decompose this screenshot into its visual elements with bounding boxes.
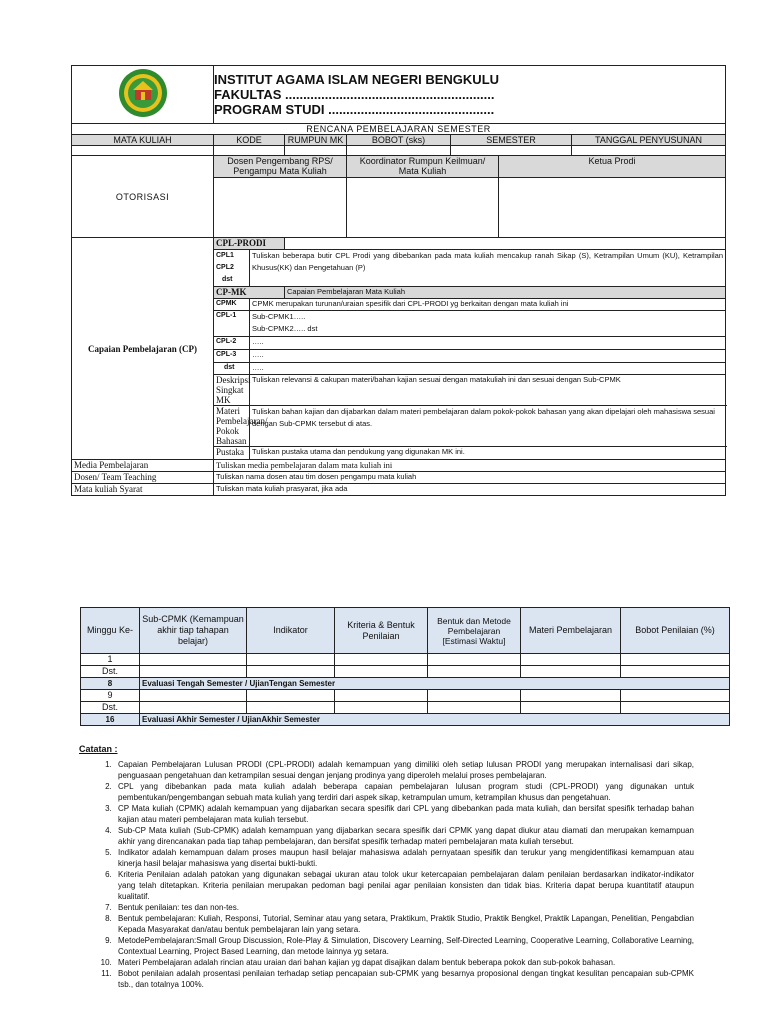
weekly-plan-table (80, 607, 730, 726)
sub-cpmk1: Sub-CPMK1….. (252, 312, 306, 321)
col-semester: SEMESTER (451, 135, 572, 146)
cp-dst-dots: ….. (250, 363, 726, 375)
note-item: 9. MetodePembelajaran:Small Group Discussion, Role-Play & Simulation, Discovery Learning, Self-Directed Learning, Cooperative Learning, Collaborative Learning, Contextual Learning, Project Based Learning, dan metode lainnya yg setara. (114, 935, 694, 957)
institute-name: INSTITUT AGAMA ISLAM NEGERI BENGKULU (214, 72, 500, 87)
note-item: 8. Bentuk pembelajaran: Kuliah, Responsi, Tutorial, Seminar atau yang setara, Praktikum, Praktik Studio, Praktik Bengkel, Praktik Lapangan, Penelitian, Pengabdian Kepada Masyarakat dan/atau bentuk pembelajaran lain yang setara. (114, 913, 694, 935)
kode-value (214, 146, 285, 156)
week-dst-2: Dst. (81, 702, 140, 714)
cpl1-code: CPL1 (216, 252, 234, 259)
mata-kuliah-value (72, 146, 214, 156)
week-dst-1: Dst. (81, 666, 140, 678)
week-1: 1 (81, 654, 140, 666)
col-mata-kuliah: MATA KULIAH (72, 135, 214, 146)
note-item: 2. CPL yang dibebankan pada mata kuliah adalah beberapa capaian pembelajaran lulusan program studi (CPL-PRODI) yang digunakan untuk pembentukan/pengembangan sebuah mata kuliah yang terdiri dari aspek sikap, ketrampulan umum, ketrampilan khusus dan pengetahuan. (114, 781, 694, 803)
cpl-dst: dst (222, 276, 233, 283)
cpmk-head-desc: Capaian Pembelajaran Mata Kuliah (285, 287, 726, 299)
week-16: 16 (81, 714, 140, 726)
note-item: 11. Bobot penilaian adalah prosentasi penilaian terhadap setiap pencapaian sub-CPMK yang besarnya proposional dengan tingkat kesulitan pencapaian sub-CPMK tsb., dan totalnya 100%. (114, 968, 694, 990)
deskripsi-label: Deskripsi Singkat MK (214, 375, 250, 406)
indikator-header: Indikator (247, 608, 335, 654)
dosen-pengembang-header: Dosen Pengembang RPS/ Pengampu Mata Kuliah (214, 156, 347, 178)
sub-cpmk-list (250, 311, 726, 337)
note-item: 7. Bentuk penilaian: tes dan non-tes. (114, 902, 694, 913)
cp-dst: dst (214, 363, 250, 375)
cpl-2-dots: ….. (250, 337, 726, 350)
note-item: 4. Sub-CP Mata kuliah (Sub-CPMK) adalah kemampuan yang dijabarkan secara spesifik dari CPMK yang dapat diukur atau diamati dan merupakan kemampuan akhir yang direncanakan pada tiap tahap pembelajaran, dan bersifat spesifik terhadap materi pembelajaran mata kuliah tersebut. (114, 825, 694, 847)
dosen-signature (214, 178, 347, 238)
program-line: PROGRAM STUDI .............................................. (214, 102, 495, 117)
cpmk-head: CP-MK (214, 287, 285, 299)
cp-label: Capaian Pembelajaran (CP) (72, 238, 214, 460)
sub-cpmk2: Sub-CPMK2….. dst (252, 324, 318, 333)
notes-section (79, 744, 694, 990)
note-item: 10. Materi Pembelajaran adalah rincian atau uraian dari bahan kajian yg dapat disajikan dalam bentuk beberapa pokok dan sub-pokok bahasan. (114, 957, 694, 968)
col-tanggal: TANGGAL PENYUSUNAN (572, 135, 726, 146)
sub-cpmk-header: Sub-CPMK (Kemampuan akhir tiap tahapan belajar) (140, 608, 247, 654)
week-9: 9 (81, 690, 140, 702)
metode-header: Bentuk dan Metode Pembelajaran [Estimasi Waktu] (428, 608, 521, 654)
media-value: Tuliskan media pembelajaran dalam mata kuliah ini (214, 460, 726, 472)
ketua-signature (499, 178, 726, 238)
note-item: 3. CP Mata kuliah (CPMK) adalah kemampuan yang dijabarkan secara spesifik dari CPL yang dibebankan pada mata kuliah, dan bersifat spesifik terhadap bahan kajian atau materi pembelajaran mata kuliah tersebut. (114, 803, 694, 825)
cpl2-code: CPL2 (216, 264, 234, 271)
cpl-prodi-head: CPL-PRODI (214, 238, 285, 250)
cpl-3-dots: ….. (250, 350, 726, 363)
rps-table (71, 65, 726, 496)
koordinator-signature (347, 178, 499, 238)
cpl-3-code: CPL-3 (214, 350, 250, 363)
col-kode: KODE (214, 135, 285, 146)
rps-title: RENCANA PEMBELAJARAN SEMESTER (72, 124, 726, 135)
pustaka-value: Tuliskan pustaka utama dan pendukung yang digunakan MK ini. (250, 447, 726, 460)
bobot-header: Bobot Penilaian (%) (621, 608, 730, 654)
media-label: Media Pembelajaran (72, 460, 214, 472)
kriteria-header: Kriteria & Bentuk Penilaian (335, 608, 428, 654)
cpl-2-code: CPL-2 (214, 337, 250, 350)
semester-value (451, 146, 572, 156)
syarat-value: Tuliskan mata kuliah prasyarat, jika ada (214, 484, 726, 496)
materi-header: Materi Pembelajaran (521, 608, 621, 654)
minggu-header: Minggu Ke- (81, 608, 140, 654)
syarat-label: Mata kuliah Syarat (72, 484, 214, 496)
otorisasi-label: OTORISASI (72, 156, 214, 238)
bobot-value (347, 146, 451, 156)
note-item: 5. Indikator adalah kemampuan dalam proses maupun hasil belajar mahasiswa adalah pernyataan spesifik dan terukur yang mengidentifikasi kemampuan atau kinerja hasil belajar mahasiswa yang disertai bukti-bukti. (114, 847, 694, 869)
ketua-prodi-header: Ketua Prodi (499, 156, 726, 178)
deskripsi-value: Tuliskan relevansi & cakupan materi/bahan kajian sesuai dengan matakuliah ini dan sesuai dengan Sub-CPMK (250, 375, 726, 406)
faculty-line: FAKULTAS .......................................................... (214, 87, 495, 102)
notes-title: Catatan : (79, 744, 118, 754)
rumpun-value (285, 146, 347, 156)
uas-label: Evaluasi Akhir Semester / UjianAkhir Semester (140, 714, 730, 726)
materi-value: Tuliskan bahan kajian dan dijabarkan dalam materi pembelajaran dalam pokok-pokok bahasan yang akan dipelajari oleh mahasiswa sesuai dengan Sub-CPMK tersebut di atas. (250, 406, 726, 447)
dosen-label: Dosen/ Team Teaching (72, 472, 214, 484)
note-item: 1. Capaian Pembelajaran Lulusan PRODI (CPL-PRODI) adalah kemampuan yang dimiliki oleh setiap lulusan PRODI yang merupakan internalisasi dari sikap, penguasaan pengetahuan dan ketrampilan sesuai dengan jenjang prodinya yang diperoleh melalui proses pembelajaran. (114, 759, 694, 781)
pustaka-label: Pustaka (214, 447, 250, 460)
dosen-value: Tuliskan nama dosen atau tim dosen pengampu mata kuliah (214, 472, 726, 484)
cpmk-desc: CPMK merupakan turunan/uraian spesifik dari CPL-PRODI yg berkaitan dengan mata kuliah ini (250, 299, 726, 311)
col-rumpun-mk: RUMPUN MK (285, 135, 347, 146)
col-bobot: BOBOT (sks) (347, 135, 451, 146)
cpl-codes (214, 250, 250, 287)
notes-list (79, 759, 694, 990)
logo-cell (72, 66, 214, 124)
cpmk-code: CPMK (214, 299, 250, 311)
week-8: 8 (81, 678, 140, 690)
materi-label: Materi Pembelajaran/ Pokok Bahasan (214, 406, 250, 447)
institute-logo-icon (118, 68, 168, 118)
tanggal-value (572, 146, 726, 156)
note-item: 6. Kriteria Penilaian adalah patokan yang digunakan sebagai ukuran atau tolok ukur ketercapaian pembelajaran dalam penilaian berdasarkan indikator-indikator yang telah ditetapkan. Kriteria penilaian merupakan pedoman bagi penilai agar penilaian konsisten dan tidak bias. Kriteria dapat berupa kuantitatif ataupun kualitatif. (114, 869, 694, 902)
header-cell (214, 66, 726, 124)
koordinator-header: Koordinator Rumpun Keilmuan/ Mata Kuliah (347, 156, 499, 178)
uts-label: Evaluasi Tengah Semester / UjianTengan Semester (140, 678, 730, 690)
cpl-desc: Tuliskan beberapa butir CPL Prodi yang dibebankan pada mata kuliah mencakup ranah Sikap (S), Ketrampilan Umum (KU), Ketrampilan Khusus(KK) dan Pengetahuan (P) (250, 250, 726, 287)
cpl-1-code: CPL-1 (214, 311, 250, 337)
